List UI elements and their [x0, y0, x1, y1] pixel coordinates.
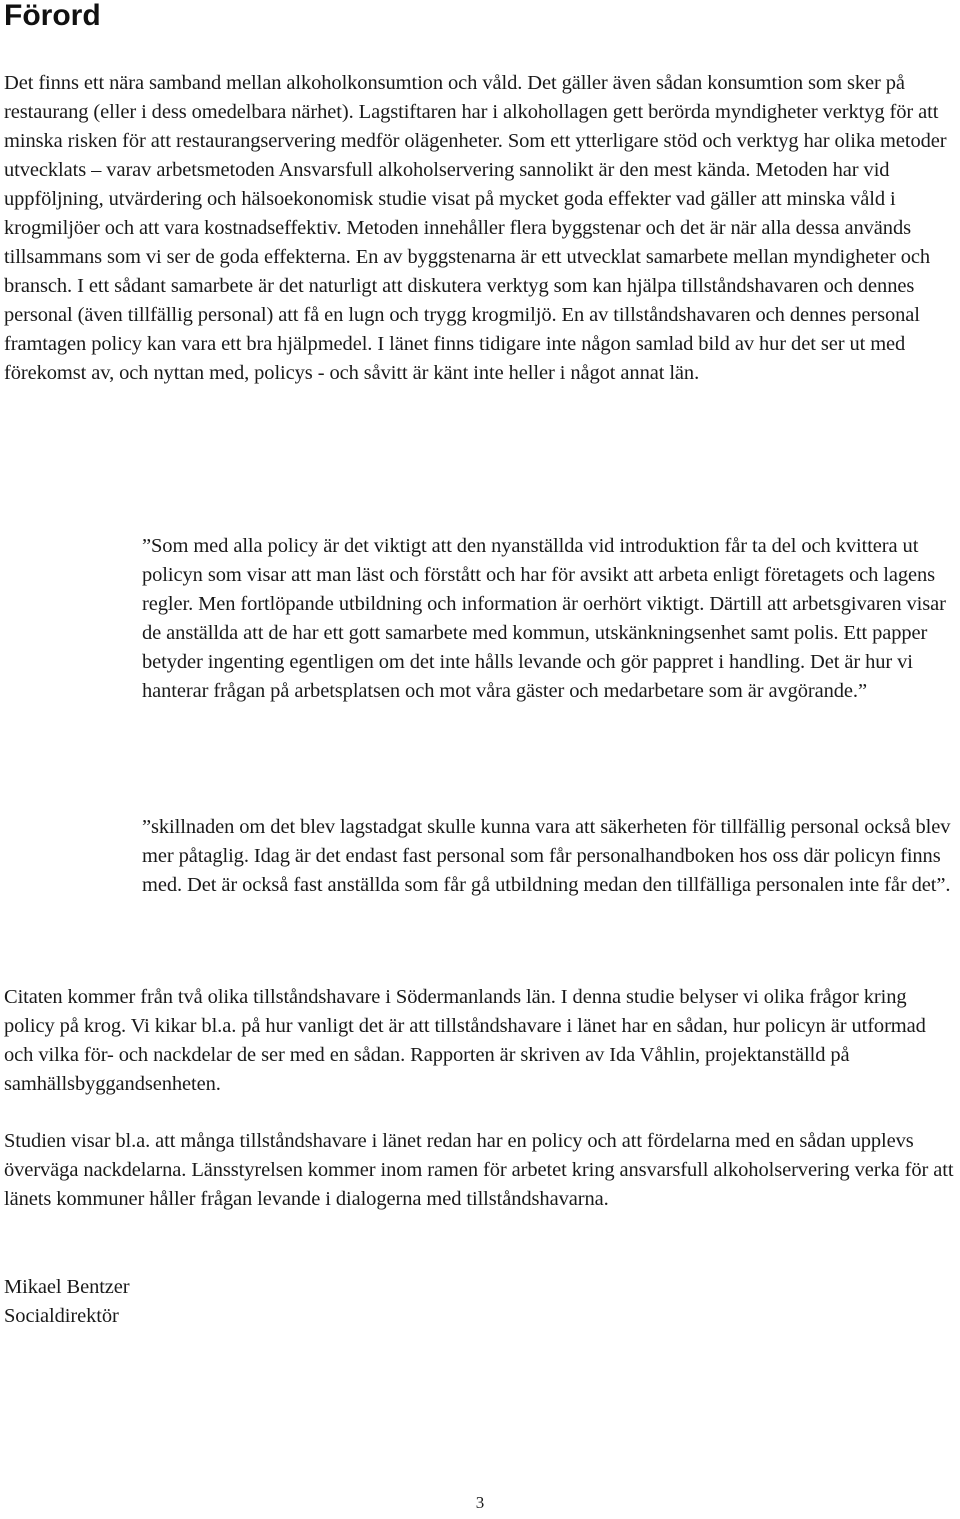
quote-paragraph-1: ”Som med alla policy är det viktigt att den nyanställda vid introduktion får ta del och kvittera ut policyn som visar att man läst och förstått och har för avsikt att arbeta enligt företagets och lagens regler. Men fortlöpande utbildning och information är oerhört viktigt. Därtill att arbetsgivaren visar de anställda att de har ett gott samarbete med kommun, utskänkningsenhet samt polis. Ett papper betyder ingenting egentligen om det inte hålls levande och gör pappret i handling. Det är hur vi hanterar frågan på arbetsplatsen och mot våra gäster och medarbetare som är avgörande.” [142, 535, 946, 702]
sources-paragraph: Citaten kommer från två olika tillståndshavare i Södermanlands län. I denna studie belyser vi olika frågor kring policy på krog. Vi kikar bl.a. på hur vanligt det är att tillståndshavare i länet har en sådan, hur policyn är utformad och vilka för- och nackdelar de ser med en sådan. Rapporten är skriven av Ida Våhlin, projektanställd på samhällsbyggandsenheten. [4, 986, 926, 1095]
page-heading: Förord [4, 0, 101, 32]
signature-title: Socialdirektör [4, 1305, 119, 1327]
page-number: 3 [475, 1493, 485, 1512]
signature-name: Mikael Bentzer [4, 1276, 130, 1298]
intro-paragraph: Det finns ett nära samband mellan alkoholkonsumtion och våld. Det gäller även sådan konsumtion som sker på restaurang (eller i dess omedelbara närhet). Lagstiftaren har i alkohollagen gett berörda myndigheter verktyg för att minska risken för att restaurangservering medför olägenheter. Som ett ytterligare stöd och verktyg har olika metoder utvecklats – varav arbetsmetoden Ansvarsfull alkoholservering sannolikt är den mest kända. Metoden har vid uppföljning, utvärdering och hälsoekonomisk studie visat på mycket goda effekter vad gäller att minska våld i krogmiljöer och att vara kostnadseffektiv. Metoden innehåller flera byggstenar och det är när alla dessa används tillsammans som vi ser de goda effekterna. En av byggstenarna är ett utvecklat samarbete mellan myndigheter och bransch. I ett sådant samarbete är det naturligt att diskutera verktyg som kan hjälpa tillståndshavaren och dennes personal (även tillfällig personal) att få en lugn och trygg krogmiljö. En av tillståndshavaren och dennes personal framtagen policy kan vara ett bra hjälpmedel. I länet finns tidigare inte någon samlad bild av hur det ser ut med förekomst av, och nyttan med, policys - och såvitt är känt inte heller i något annat län. [4, 72, 947, 384]
signature-block [4, 1273, 404, 1331]
quote-paragraph-2: ”skillnaden om det blev lagstadgat skulle kunna vara att säkerheten för tillfällig personal också blev mer påtaglig. Idag är det endast fast personal som får personalhandboken hos oss där policyn finns med. Det är också fast anställda som får gå utbildning medan den tillfälliga personalen inte får det”. [142, 816, 951, 896]
findings-paragraph: Studien visar bl.a. att många tillståndshavare i länet redan har en policy och att fördelarna med en sådan upplevs överväga nackdelarna. Länsstyrelsen kommer inom ramen för arbetet kring ansvarsfull alkoholservering verka för att länets kommuner håller frågan levande i dialogerna med tillståndshavarna. [4, 1130, 954, 1210]
